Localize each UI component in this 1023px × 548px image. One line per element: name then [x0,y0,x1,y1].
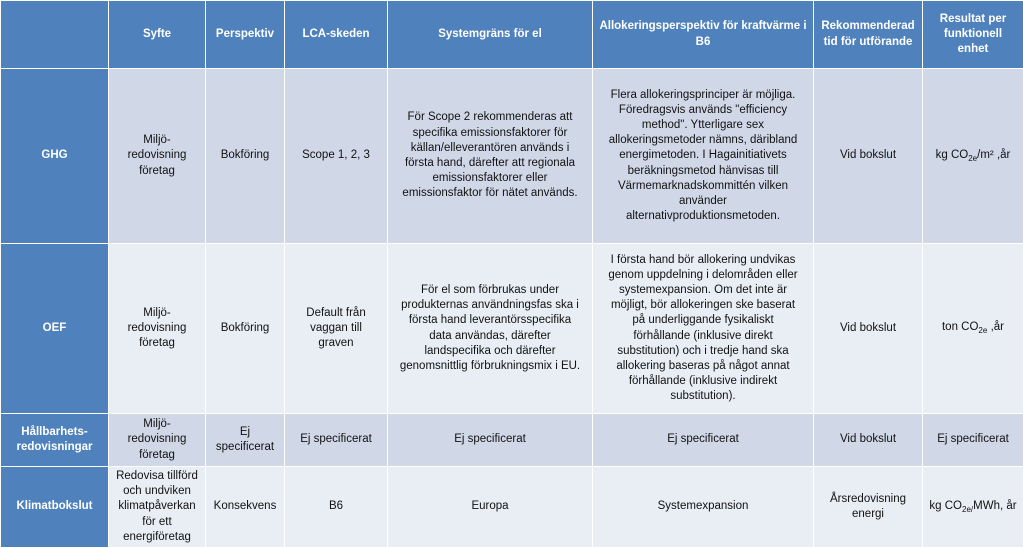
cell-systemgrans: För el som förbrukas under produkternas användningsfas ska i första hand leverantörsspecifika data användas, därefter landspecifika och därefter genomsnittlig förbrukningsmix i EU. [388,244,593,414]
header-rekommenderad-tid: Rekommenderad tid för utförande [814,1,923,69]
row-label-ghg: GHG [1,69,109,244]
header-syfte: Syfte [109,1,206,69]
cell-lca-skeden: Default från vaggan till graven [285,244,388,414]
cell-systemgrans: Europa [388,467,593,548]
resultat-text: kg CO [929,500,962,512]
resultat-subscript: 2e [968,154,977,163]
row-label-klimatbokslut: Klimatbokslut [1,467,109,548]
resultat-unit: /m² ,år [977,149,1010,161]
cell-resultat [923,414,1023,467]
cell-resultat [923,467,1023,548]
header-lca-skeden: LCA-skeden [285,1,388,69]
table-row [1,244,1023,414]
resultat-subscript: 2e [978,326,987,335]
cell-resultat [923,69,1023,244]
row-label-hallbarhetsredovisningar: Hållbarhets- redovisningar [1,414,109,467]
table-row [1,414,1023,467]
row-label-oef: OEF [1,244,109,414]
cell-allokering: Flera allokeringsprinciper är möjliga. Föredragsvis används "efficiency method". Ytterligare sex allokeringsmetoder nämns, däribland energimetoden. I Hagainitiativets beräkningsmetod hänvisas till Värmemarknadskommittén vilken använder alternativproduktionsmetoden. [593,69,814,244]
cell-syfte: Redovisa tillförd och undviken klimatpåverkan för ett energiföretag [109,467,206,548]
header-resultat: Resultat per funktionell enhet [923,1,1023,69]
header-perspektiv: Perspektiv [206,1,285,69]
cell-perspektiv: Ej specificerat [206,414,285,467]
resultat-text: Ej specificerat [937,433,1009,445]
cell-tid: Vid bokslut [814,244,923,414]
header-row [1,1,1023,69]
cell-perspektiv: Konsekvens [206,467,285,548]
cell-lca-skeden: Ej specificerat [285,414,388,467]
cell-perspektiv: Bokföring [206,69,285,244]
header-allokering: Allokeringsperspektiv för kraftvärme i B6 [593,1,814,69]
resultat-unit: MWh, år [973,500,1016,512]
resultat-subscript: 2e/ [962,505,973,514]
cell-tid: Årsredovisning energi [814,467,923,548]
cell-lca-skeden: B6 [285,467,388,548]
cell-tid: Vid bokslut [814,414,923,467]
cell-allokering: Ej specificerat [593,414,814,467]
cell-lca-skeden: Scope 1, 2, 3 [285,69,388,244]
resultat-text: kg CO [936,149,969,161]
resultat-unit: ,år [987,321,1004,333]
cell-allokering: I första hand bör allokering undvikas genom uppdelning i delområden eller systemexpansion. Om det inte är möjligt, bör allokeringen ske baserat på underliggande fysikaliskt förhållande (inklusive direkt substitution) och i tredje hand ska allokering baseras på något annat förhållande (inklusive indirekt substitution). [593,244,814,414]
cell-tid: Vid bokslut [814,69,923,244]
cell-systemgrans: Ej specificerat [388,414,593,467]
cell-syfte: Miljö- redovisning företag [109,69,206,244]
resultat-text: ton CO [942,321,978,333]
table-row [1,69,1023,244]
table-row [1,467,1023,548]
cell-allokering: Systemexpansion [593,467,814,548]
cell-perspektiv: Bokföring [206,244,285,414]
cell-syfte: Miljö- redovisning företag [109,244,206,414]
header-corner [1,1,109,69]
cell-resultat [923,244,1023,414]
cell-syfte: Miljö- redovisning företag [109,414,206,467]
header-systemgrans: Systemgräns för el [388,1,593,69]
cell-systemgrans: För Scope 2 rekommenderas att specifika emissionsfaktorer för källan/elleverantören används i första hand, därefter att regionala emissionsfaktorer eller emissionsfaktor för nätet används. [388,69,593,244]
